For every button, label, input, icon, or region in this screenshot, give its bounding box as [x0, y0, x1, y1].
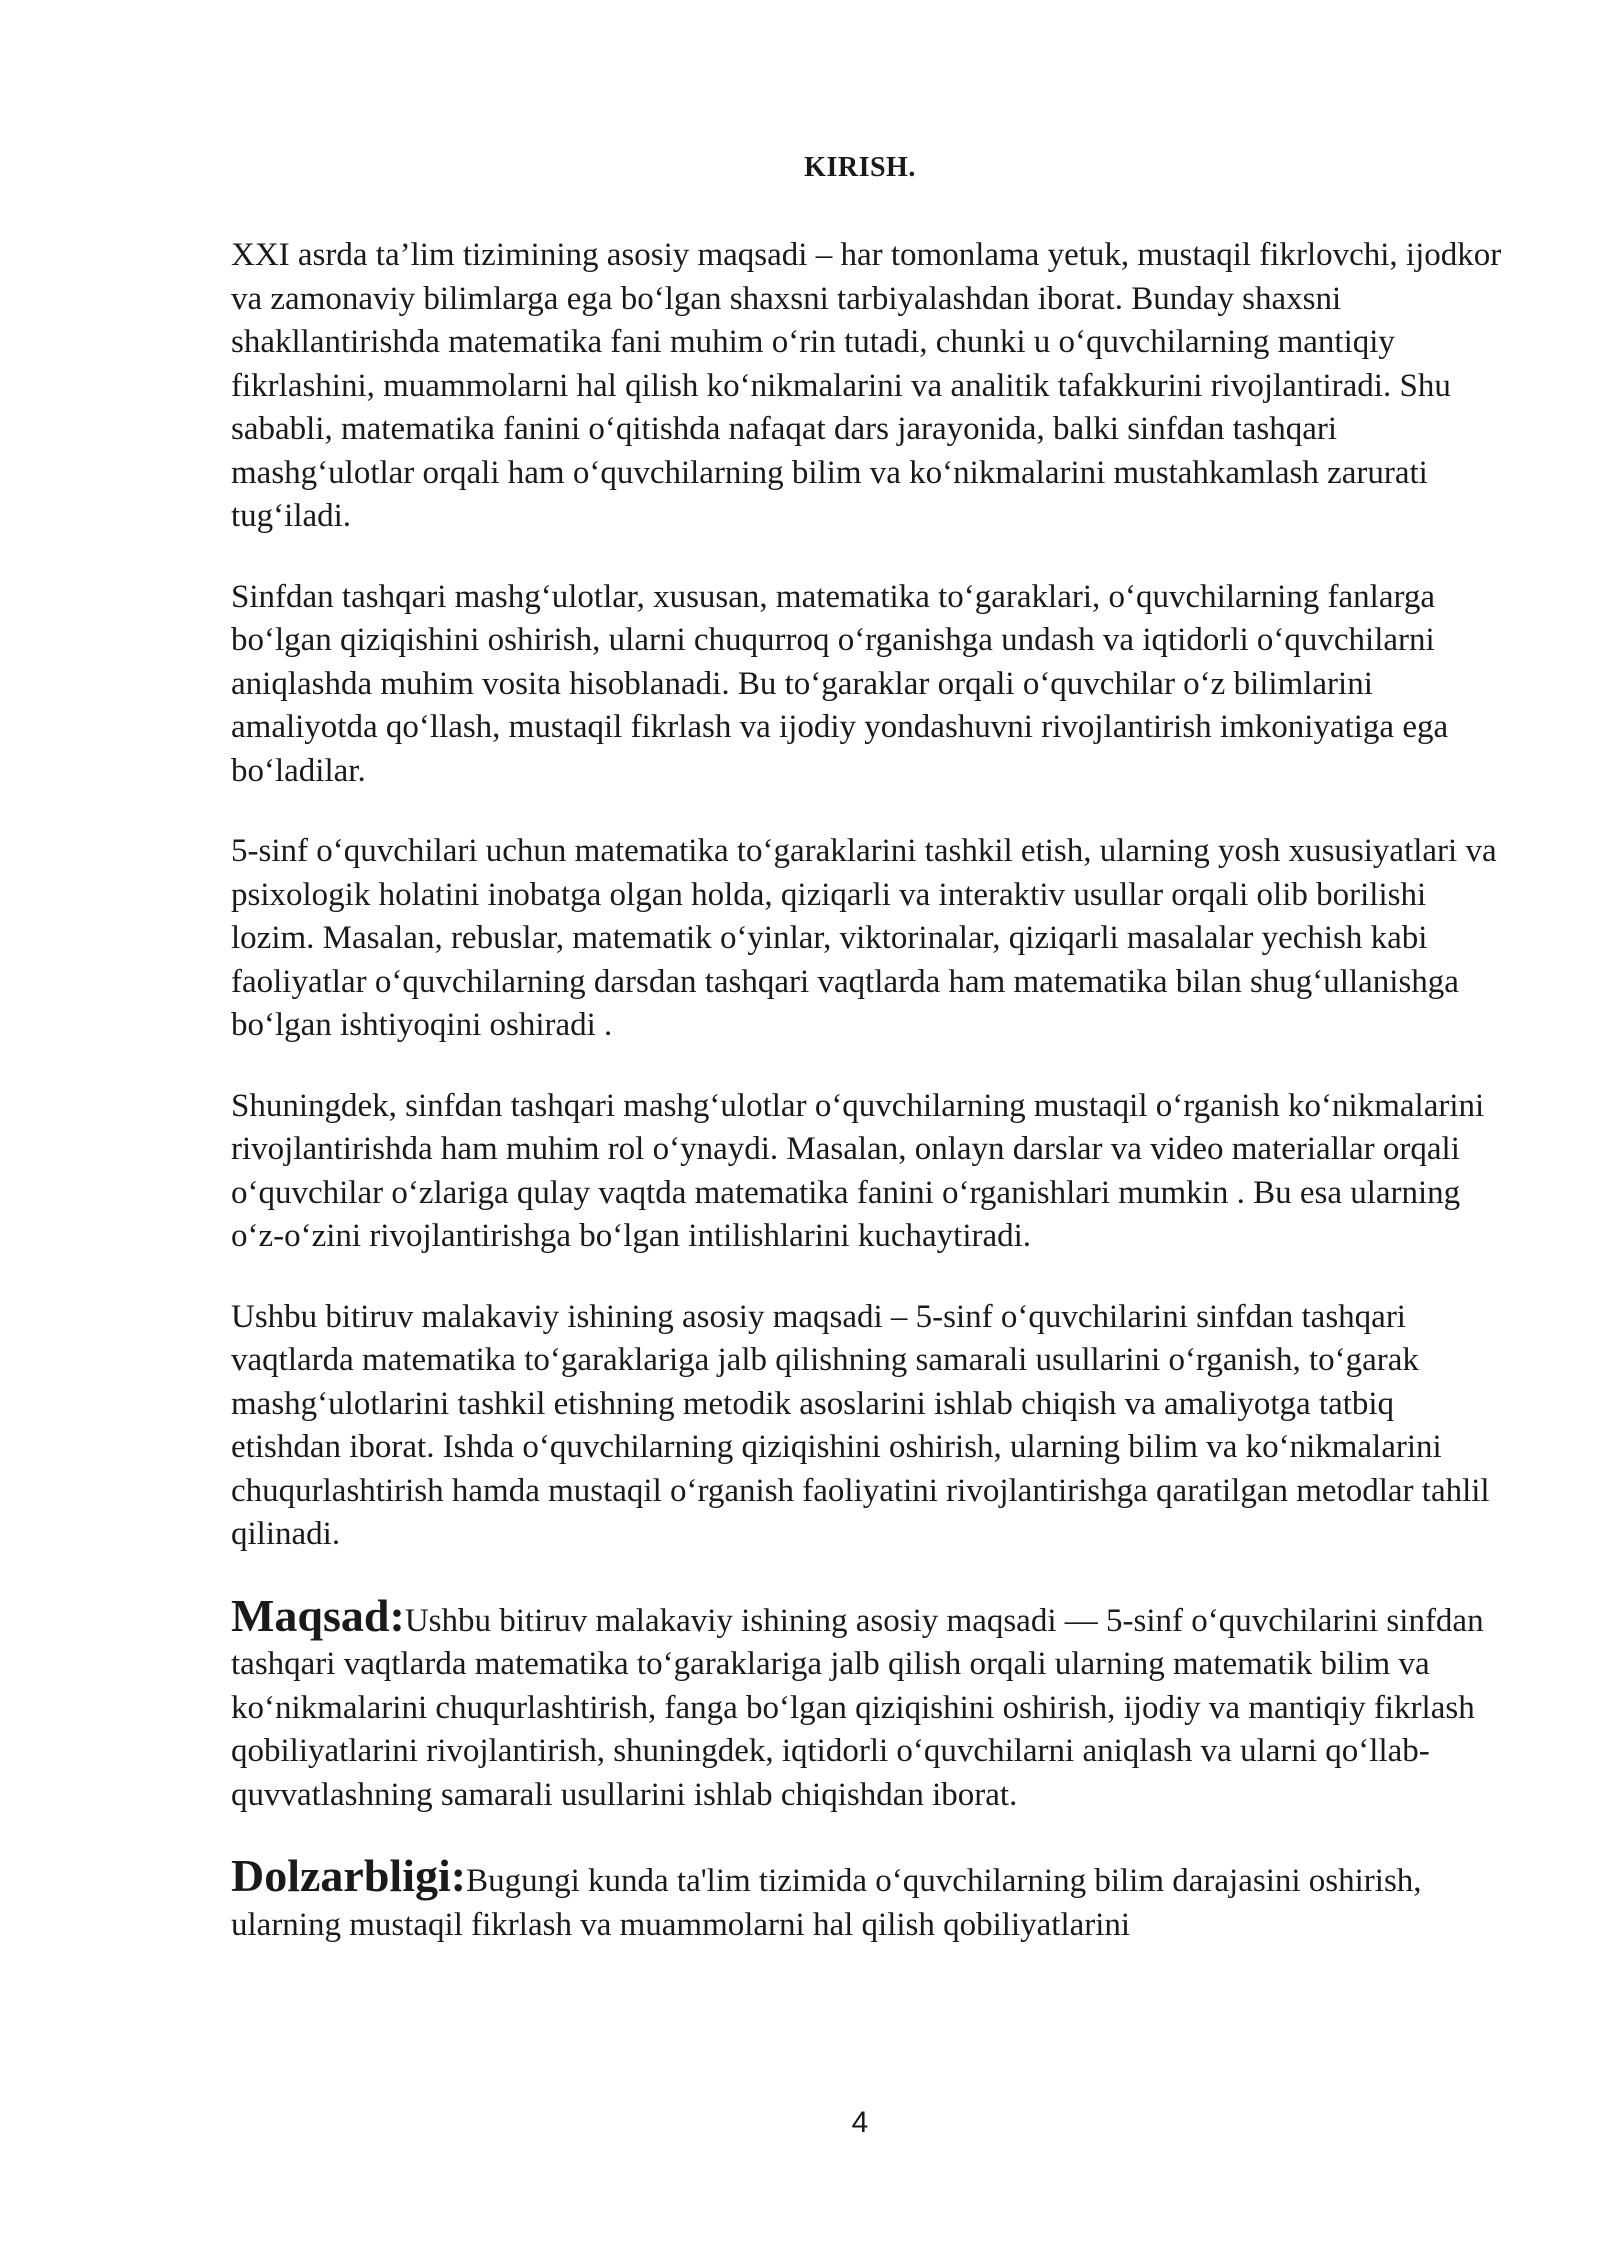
page-number: 4: [851, 2106, 869, 2139]
paragraph-independent-learning: Shuningdek, sinfdan tashqari mashg‘ulotlar o‘quvchilarning mustaqil o‘rganish ko‘nikmalarini rivojlantirishda ham muhim rol o‘ynaydi. Masalan, onlayn darslar va video materiallar orqali o‘quvchilar o‘zlariga qulay vaqtda matematika fanini o‘rganishlari mumkin . Bu esa ularning o‘z-o‘zini rivojlantirishga bo‘lgan intilishlarini kuchaytiradi.: [231, 1087, 1485, 1254]
maqsad-text: Ushbu bitiruv malakaviy ishining asosiy maqsadi — 5-sinf o‘quvchilarini sinfdan tashqari vaqtlarda matematika to‘garaklariga jalb qilish orqali ularning matematik bilim va ko‘nikmalarini chuqurlashtirish, fanga bo‘lgan qiziqishini oshirish, ijodiy va mantiqiy fikrlash qobiliyatlarini rivojlantirish, shuningdek, iqtidorli o‘quvchilarni aniqlash va ularni qo‘llab-quvvatlashning samarali usullarini ishlab chiqishdan iborat.: [231, 1602, 1484, 1813]
paragraph-extracurricular: Sinfdan tashqari mashg‘ulotlar, xususan, matematika to‘garaklari, o‘quvchilarning fanlarga bo‘lgan qiziqishini oshirish, ularni chuqurroq o‘rganishga undash va iqtidorli o‘quvchilarni aniqlashda muhim vosita hisoblanadi. Bu to‘garaklar orqali o‘quvchilar o‘z bilimlarini amaliyotda qo‘llash, mustaqil fikrlash va ijodiy yondashuvni rivojlantirish imkoniyatiga ega bo‘ladilar.: [231, 578, 1449, 789]
paragraph-thesis-aim: Ushbu bitiruv malakaviy ishining asosiy maqsadi – 5-sinf o‘quvchilarini sinfdan tashqari vaqtlarda matematika to‘garaklariga jalb qilishning samarali usullarini o‘rganish, to‘garak mashg‘ulotlarini tashkil etishning metodik asoslarini ishlab chiqish va amaliyotga tatbiq etishdan iborat. Ishda o‘quvchilarning qiziqishini oshirish, ularning bilim va ko‘nikmalarini chuqurlashtirish hamda mustaqil o‘rganish faoliyatini rivojlantirishga qaratilgan metodlar tahlil qilinadi.: [231, 1298, 1490, 1552]
body-content: [231, 234, 1511, 1984]
dolzarbligi-label: Dolzarbligi:: [231, 1850, 467, 1901]
paragraph-intro: XXI asrda ta’lim tizimining asosiy maqsadi – har tomonlama yetuk, mustaqil fikrlovchi, ijodkor va zamonaviy bilimlarga ega bo‘lgan shaxsni tarbiyalashdan iborat. Bunday shaxsni shakllantirishda matematika fani muhim o‘rin tutadi, chunki u o‘quvchilarning mantiqiy fikrlashini, muammolarni hal qilish ko‘nikmalarini va analitik tafakkurini rivojlantiradi. Shu sababli, matematika fanini o‘qitishda nafaqat dars jarayonida, balki sinfdan tashqari mashg‘ulotlar orqali ham o‘quvchilarning bilim va ko‘nikmalarini mustahkamlash zarurati tug‘iladi.: [231, 237, 1502, 534]
paragraph-dolzarbligi: [231, 1850, 1511, 1947]
paragraph-maqsad: [231, 1589, 1511, 1818]
paragraph-grade-5: 5-sinf o‘quvchilari uchun matematika to‘garaklarini tashkil etish, ularning yosh xususiyatlari va psixologik holatini inobatga olgan holda, qiziqarli va interaktiv usullar orqali olib borilishi lozim. Masalan, rebuslar, matematik o‘yinlar, viktorinalar, qiziqarli masalalar yechish kabi faoliyatlar o‘quvchilarning darsdan tashqari vaqtlarda ham matematika bilan shug‘ullanishga bo‘lgan ishtiyoqini oshiradi .: [231, 833, 1497, 1043]
dolzarbligi-text: Bugungi kunda ta'lim tizimida o‘quvchilarning bilim darajasini oshirish, ularning mustaqil fikrlash va muammolarni hal qilish qobiliyatlarini: [231, 1863, 1422, 1943]
section-heading: KIRISH.: [804, 152, 916, 183]
maqsad-label: Maqsad:: [231, 1589, 405, 1641]
